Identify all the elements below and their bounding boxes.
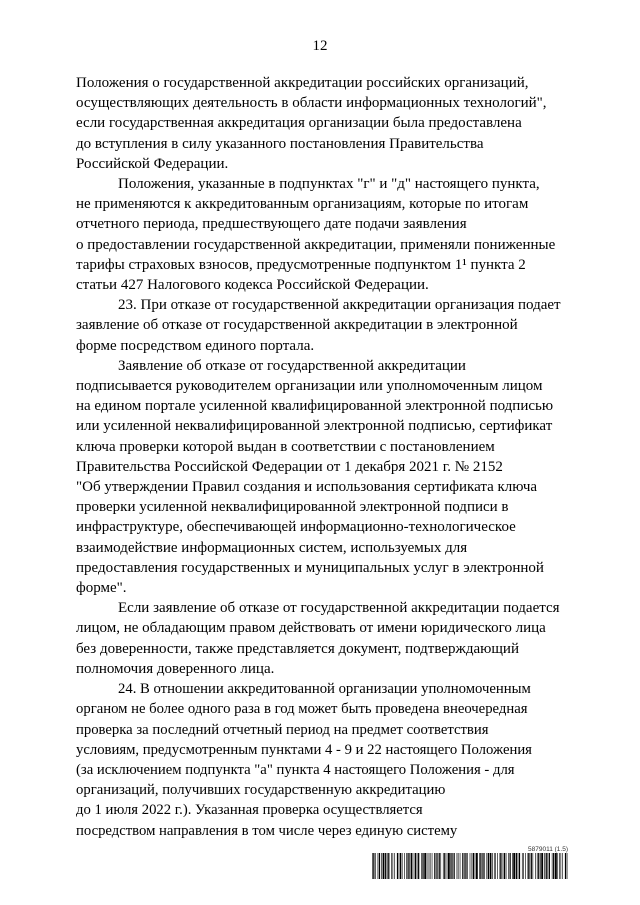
barcode-bar — [400, 853, 401, 879]
barcode-bar — [421, 853, 422, 879]
barcode-bar — [567, 853, 568, 879]
paragraph-power-of-attorney: Если заявление об отказе от государственной аккредитации подается лицом, не обладающим правом действовать от имени юридического лица без доверенности, также представляется документ, подтверждающий полномочия доверенного лица. — [76, 600, 560, 677]
barcode-bar — [483, 853, 484, 879]
barcode-bar — [402, 853, 403, 879]
barcode-bar — [495, 853, 496, 879]
barcode-bar — [467, 853, 468, 879]
barcode-bar — [378, 853, 379, 879]
barcode-bar — [512, 853, 513, 879]
barcode-bar — [472, 853, 473, 879]
barcode-bar — [429, 853, 430, 879]
barcode-bar — [544, 853, 545, 879]
barcode-bar — [549, 853, 550, 879]
barcode-bar — [486, 853, 487, 879]
barcode-bar — [375, 853, 376, 879]
barcode-bar — [414, 853, 415, 879]
barcode-bar — [540, 853, 541, 879]
barcode-bar — [465, 853, 466, 879]
barcode-bar — [533, 853, 534, 879]
barcode-bar — [458, 853, 459, 879]
barcode-bar — [500, 853, 501, 879]
barcode-bar — [460, 853, 461, 879]
barcode-bar — [557, 853, 558, 879]
barcode-bar — [397, 853, 398, 879]
barcode-bar — [494, 853, 495, 879]
barcode-bar — [427, 853, 428, 879]
barcode-bar — [547, 853, 548, 879]
paragraph-provisions-exception: Положения, указанные в подпунктах "г" и "д" настоящего пункта, не применяются к аккредитованным организациям, которые по итогам отчетного периода, предшествующего дате подачи заявления о предоставлении государственной аккредитации, применяли пониженные тарифы страховых взносов, предусмотренные подпунктом 1¹ пункта 2 статьи 427 Налогового кодекса Российской Федерации. — [76, 176, 556, 294]
barcode-bar — [393, 853, 394, 879]
barcode-bar — [504, 853, 505, 879]
barcode-bar — [437, 853, 438, 879]
barcode-bar — [480, 853, 481, 879]
barcode-bar — [490, 853, 492, 879]
barcode-bar — [528, 853, 529, 879]
barcode-bar — [473, 853, 474, 879]
barcode-bar — [523, 853, 524, 879]
document-code: 5879011 (1.5) — [528, 846, 568, 853]
barcode-bar — [399, 853, 400, 879]
barcode-bar — [457, 853, 458, 879]
paragraph-signature-requirements: Заявление об отказе от государственной аккредитации подписывается руководителем организации или уполномоченным лицом на едином портале усиленной квалифицированной электронной подписью или усиленной неквалифицированной электронной подписью, сертификат ключа проверки которой выдан в соответствии с постановлением Правительства Российской Федерации от 1 декабря 2021 г. № 2152 "Об утверждении Правил создания и использования сертификата ключа проверки усиленной неквалифицированной электронной подписи в инфраструктуре, обеспечивающей информационно-технологическое взаимодействие информационных систем, используемых для предоставления государственных и муниципальных услуг в электронной форме". — [76, 357, 554, 597]
barcode-bar — [406, 853, 407, 879]
barcode-bar — [475, 853, 476, 879]
barcode-bar — [452, 853, 453, 879]
barcode-bar — [464, 853, 465, 879]
barcode-bar — [561, 853, 562, 879]
barcode-bar — [448, 853, 450, 879]
barcode-bar — [525, 853, 526, 879]
barcode-bar — [387, 853, 388, 879]
barcode-bar — [447, 853, 448, 879]
barcode-bar — [470, 853, 471, 879]
barcode-bar — [531, 853, 532, 879]
barcode-bar — [492, 853, 493, 879]
barcode-bar — [559, 853, 560, 879]
barcode-bar — [519, 853, 520, 879]
barcode-bar — [518, 853, 519, 879]
barcode-bar — [434, 853, 435, 879]
barcode-bar — [482, 853, 483, 879]
barcode-bar — [443, 853, 444, 879]
barcode-bar — [522, 853, 523, 879]
barcode-bar — [503, 853, 504, 879]
barcode-graphic — [372, 853, 568, 879]
barcode-bar — [501, 853, 502, 879]
barcode-bar — [432, 853, 433, 879]
barcode-bar — [439, 853, 440, 879]
barcode-bar — [391, 853, 392, 879]
barcode-bar — [454, 853, 455, 879]
barcode-bar — [476, 853, 478, 879]
barcode-bar — [385, 853, 386, 879]
barcode-bar — [462, 853, 463, 879]
barcode-bar — [394, 853, 395, 879]
barcode-bar — [546, 853, 547, 879]
barcode-bar — [552, 853, 553, 879]
barcode-bar — [373, 853, 374, 879]
barcode-bar — [529, 853, 530, 879]
barcode-bar — [411, 853, 413, 879]
barcode-bar — [450, 853, 451, 879]
barcode-bar — [430, 853, 431, 879]
barcode-bar — [422, 853, 423, 879]
barcode-bar — [553, 853, 554, 879]
barcode-bar — [440, 853, 441, 879]
barcode-bar — [444, 853, 445, 879]
barcode-bar — [541, 853, 543, 879]
barcode-bar — [506, 853, 507, 879]
paragraph-item-24: 24. В отношении аккредитованной организации уполномоченным органом не более одного раза в год может быть проведена внеочередная проверка за последний отчетный период на предмет соответствия условиям, предусмотренным пунктами 4 - 9 и 22 настоящего Положения (за исключением подпункта "а" пункта 4 настоящего Положения - для организаций, получивших государственную аккредитацию до 1 июля 2022 г.). Указанная проверка осуществляется посредством направления в том числе через единую систему — [76, 681, 532, 839]
barcode-bar — [404, 853, 405, 879]
barcode-bar — [381, 853, 382, 879]
barcode-bar — [488, 853, 489, 879]
barcode-bar — [379, 853, 380, 879]
barcode-bar — [418, 853, 419, 879]
barcode-bar — [510, 853, 511, 879]
barcode-bar — [417, 853, 418, 879]
barcode-bar — [424, 853, 426, 879]
barcode-bar — [565, 853, 566, 879]
page-number: 12 — [312, 38, 328, 54]
barcode-bar — [409, 853, 410, 879]
barcode-bar — [383, 853, 385, 879]
barcode-bar — [436, 853, 437, 879]
paragraph-item-23: 23. При отказе от государственной аккредитации организация подает заявление об отказе от государственной аккредитации в электронной форме посредством единого портала. — [76, 297, 561, 354]
barcode-bar — [562, 853, 563, 879]
barcode-bar — [497, 853, 498, 879]
barcode-bar — [479, 853, 480, 879]
barcode-bar — [415, 853, 416, 879]
barcode-bar — [537, 853, 538, 879]
document-body — [76, 73, 568, 841]
barcode-bar — [535, 853, 536, 879]
barcode-bar — [372, 853, 373, 879]
barcode-bar — [388, 853, 389, 879]
barcode-bar — [516, 853, 517, 879]
barcode-bar — [538, 853, 539, 879]
barcode-bar — [513, 853, 515, 879]
barcode-bar — [407, 853, 408, 879]
barcode-bar — [508, 853, 509, 879]
barcode-bar — [555, 853, 557, 879]
paragraph-regulation-continuation: Положения о государственной аккредитации российских организаций, осуществляющих деятельность в области информационных технологий", если государственная аккредитация организации была предоставлена до вступления в силу указанного постановления Правительства Российской Федерации. — [76, 75, 547, 172]
